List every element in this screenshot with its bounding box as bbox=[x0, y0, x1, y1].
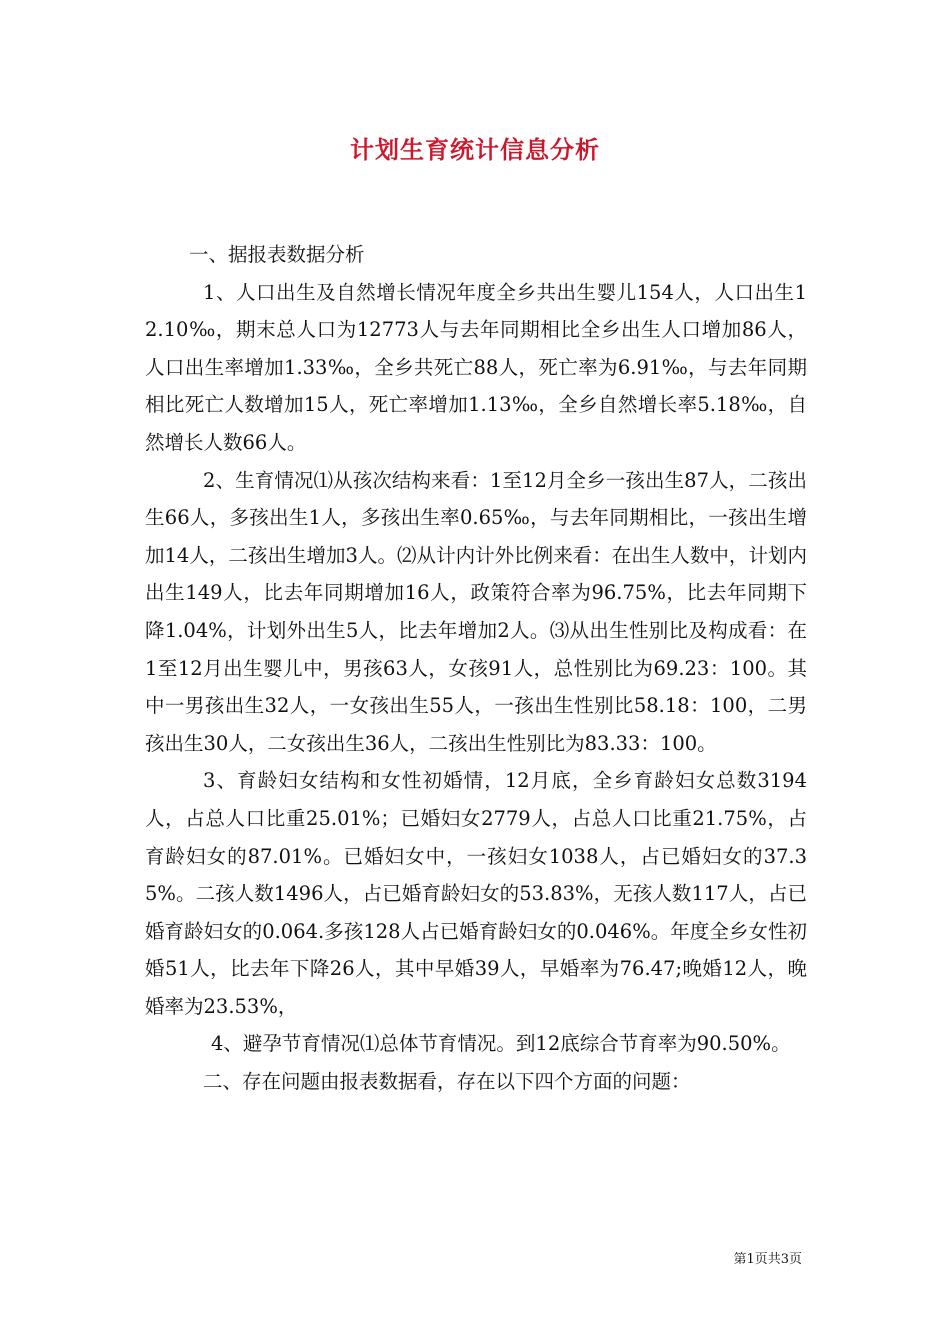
paragraph-population-growth: 1、人口出生及自然增长情况年度全乡共出生婴儿154人，人口出生12.10‰，期末总人口为12773人与去年同期相比全乡出生人口增加86人，人口出生率增加1.33‰，全乡共死亡88人，死亡率为6.91‰，与去年同期相比死亡人数增加15人，死亡率增加1.13‰，全乡自然增长率5.18‰，自然增长人数66人。 bbox=[145, 280, 807, 454]
section-heading-problems: 二、存在问题由报表数据看，存在以下四个方面的问题： bbox=[203, 1070, 691, 1094]
paragraph-birth-situation: 2、生育情况⑴从孩次结构来看：1至12月全乡一孩出生87人，二孩出生66人，多孩出生1人，多孩出生率0.65‰，与去年同期相比，一孩出生增加14人，二孩出生增加3人。⑵从计内计外比例来看：在出生人数中，计划内出生149人，比去年同期增加16人，政策符合率为96.75%，比去年同期下降1.04%，计划外出生5人，比去年增加2人。⑶从出生性别比及构成看：在1至12月出生婴儿中，男孩63人，女孩91人，总性别比为69.23：100。其中一男孩出生32人，一女孩出生55人，一孩出生性别比58.18：100，二男孩出生30人，二女孩出生36人，二孩出生性别比为83.33：100。 bbox=[145, 468, 807, 755]
document-title: 计划生育统计信息分析 bbox=[350, 135, 600, 164]
paragraph-women-structure: 3、育龄妇女结构和女性初婚情，12月底，全乡育龄妇女总数3194人，占总人口比重25.01%；已婚妇女2779人，占总人口比重21.75%，占育龄妇女的87.01%。已婚妇女中，一孩妇女1038人，占已婚妇女的37.35%。二孩人数1496人，占已婚育龄妇女的53.83%，无孩人数117人，占已婚育龄妇女的0.064.多孩128人占已婚育龄妇女的0.046%。年度全乡女性初婚51人，比去年下降26人，其中早婚39人，早婚率为76.47;晚婚12人，晚婚率为23.53%， bbox=[145, 769, 807, 1018]
paragraph-contraception: 4、避孕节育情况⑴总体节育情况。到12底综合节育率为90.50%。 bbox=[211, 1032, 791, 1056]
document-body bbox=[145, 236, 807, 1101]
section-heading-analysis: 一、据报表数据分析 bbox=[189, 243, 365, 266]
page-number: 第1页共3页 bbox=[733, 1252, 802, 1267]
